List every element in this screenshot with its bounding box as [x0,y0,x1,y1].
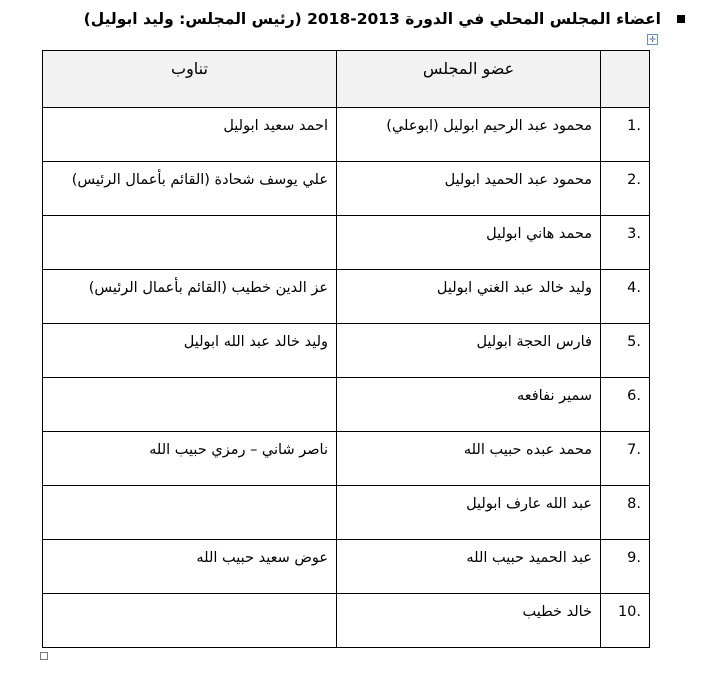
deputy-cell: عوض سعيد حبيب الله [43,540,337,594]
document-heading [5,10,685,28]
member-cell: وليد خالد عبد الغني ابوليل [337,270,601,324]
row-number: 1. [601,108,650,162]
table-row [43,594,650,648]
row-number: 9. [601,540,650,594]
member-cell: عبد الحميد حبيب الله [337,540,601,594]
member-cell: فارس الحجة ابوليل [337,324,601,378]
member-cell: محمد عبده حبيب الله [337,432,601,486]
member-cell: سمير نفافعه [337,378,601,432]
table-row [43,108,650,162]
deputy-cell [43,216,337,270]
member-cell: محمد هاني ابوليل [337,216,601,270]
table-row [43,324,650,378]
move-cross-icon[interactable]: ✛ [647,34,658,45]
member-cell: خالد خطيب [337,594,601,648]
row-number: 2. [601,162,650,216]
table-row [43,486,650,540]
row-number: 10. [601,594,650,648]
header-deputy: تناوب [43,51,337,108]
row-number: 4. [601,270,650,324]
header-member: عضو المجلس [337,51,601,108]
deputy-cell: احمد سعيد ابوليل [43,108,337,162]
table-row [43,270,650,324]
row-number: 8. [601,486,650,540]
row-number: 5. [601,324,650,378]
council-table [42,50,650,648]
deputy-cell [43,594,337,648]
deputy-cell: وليد خالد عبد الله ابوليل [43,324,337,378]
resize-square-icon[interactable] [40,652,48,660]
header-number [601,51,650,108]
heading-text: اعضاء المجلس المحلي في الدورة 2013-2018 (رئيس المجلس: وليد ابوليل) [83,10,661,28]
deputy-cell: علي يوسف شحادة (القائم بأعمال الرئيس) [43,162,337,216]
member-cell: محمود عبد الرحيم ابوليل (ابوعلي) [337,108,601,162]
deputy-cell: ناصر شاني – رمزي حبيب الله [43,432,337,486]
table-row [43,162,650,216]
table-row [43,378,650,432]
deputy-cell: عز الدين خطيب (القائم بأعمال الرئيس) [43,270,337,324]
table-row [43,540,650,594]
table-header-row [43,51,650,108]
deputy-cell [43,486,337,540]
row-number: 7. [601,432,650,486]
square-bullet-icon [677,15,685,23]
table-row [43,216,650,270]
table-row [43,432,650,486]
deputy-cell [43,378,337,432]
row-number: 6. [601,378,650,432]
member-cell: محمود عبد الحميد ابوليل [337,162,601,216]
member-cell: عبد الله عارف ابوليل [337,486,601,540]
row-number: 3. [601,216,650,270]
